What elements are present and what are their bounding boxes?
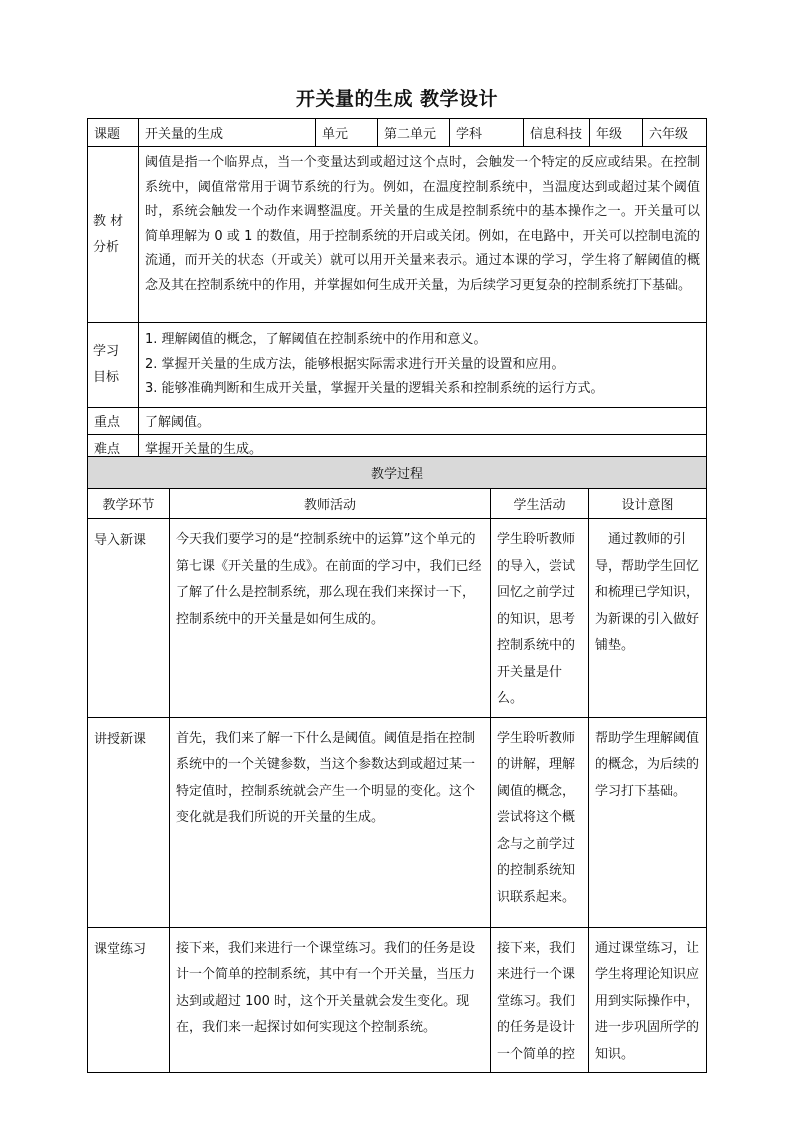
- subject-label: 学科: [450, 119, 524, 147]
- objectives-label-line1: 学习: [93, 343, 120, 359]
- column-header-student: 学生活动: [491, 489, 589, 519]
- stage-cell: 导入新课: [88, 519, 170, 718]
- subject-value: 信息科技: [524, 119, 590, 147]
- teacher-activity-cell: 今天我们要学习的是“控制系统中的运算”这个单元的第七课《开关量的生成》。在前面的学习中，我们已经了解了什么是控制系统，那么现在我们来探讨一下，控制系统中的开关量是如何生成的。: [170, 519, 491, 718]
- grade-value: 六年级: [643, 119, 707, 147]
- key-point-value: 了解阈值。: [139, 407, 707, 434]
- process-header-row: [88, 489, 707, 519]
- objectives-label: [88, 323, 139, 408]
- process-title-row: [88, 457, 707, 489]
- design-intent-cell: 帮助学生理解阈值的概念，为后续的学习打下基础。: [589, 717, 707, 927]
- key-point-row: [88, 407, 707, 434]
- process-row: [88, 519, 707, 718]
- process-row: [88, 927, 707, 1073]
- analysis-label: [88, 147, 139, 323]
- course-value: 开关量的生成: [139, 119, 316, 147]
- teaching-process-table: [87, 456, 707, 1073]
- difficulty-label: 难点: [88, 434, 139, 461]
- teacher-activity-cell: 接下来，我们来进行一个课堂练习。我们的任务是设计一个简单的控制系统，其中有一个开关量，当压力达到或超过 100 时，这个开关量就会发生变化。现在，我们来一起探讨如何实现这个控制系统。: [170, 927, 491, 1073]
- stage-cell: 讲授新课: [88, 717, 170, 927]
- design-intent-cell: 通过教师的引导，帮助学生回忆和梳理已学知识，为新课的引入做好铺垫。: [589, 519, 707, 718]
- lesson-info-table: [87, 118, 707, 462]
- column-header-intent: 设计意图: [589, 489, 707, 519]
- column-header-stage: 教学环节: [88, 489, 170, 519]
- unit-label: 单元: [316, 119, 378, 147]
- objectives-row: [88, 323, 707, 408]
- objective-item: 3. 能够准确判断和生成开关量，掌握开关量的逻辑关系和控制系统的运行方式。: [145, 381, 604, 396]
- analysis-label-line1: 教 材: [93, 213, 124, 229]
- unit-value: 第二单元: [378, 119, 450, 147]
- analysis-text: 阈值是指一个临界点，当一个变量达到或超过这个点时，会触发一个特定的反应或结果。在控制系统中，阈值常常用于调节系统的行为。例如，在温度控制系统中，当温度达到或超过某个阈值时，系统会触发一个动作来调整温度。开关量的生成是控制系统中的基本操作之一。开关量可以简单理解为 0 或 1 的数值，用于控制系统的开启或关闭。例如，在电路中，开关可以控制电流的流通，而开关的状态（开或关）就可以用开关量来表示。通过本课的学习，学生将了解阈值的概念及其在控制系统中的作用，并掌握如何生成开关量，为后续学习更复杂的控制系统打下基础。: [139, 147, 707, 323]
- column-header-teacher: 教师活动: [170, 489, 491, 519]
- course-label: 课题: [88, 119, 139, 147]
- objectives-label-line2: 目标: [93, 369, 120, 385]
- analysis-row: [88, 147, 707, 323]
- teacher-activity-cell: 首先，我们来了解一下什么是阈值。阈值是指在控制系统中的一个关键参数，当这个参数达到或超过某一特定值时，控制系统就会产生一个明显的变化。这个变化就是我们所说的开关量的生成。: [170, 717, 491, 927]
- design-intent-cell: 通过课堂练习，让学生将理论知识应用到实际操作中，进一步巩固所学的知识。: [589, 927, 707, 1073]
- difficulty-value: 掌握开关量的生成。: [139, 434, 707, 461]
- page-title: 开关量的生成 教学设计: [295, 88, 499, 110]
- process-row: [88, 717, 707, 927]
- objectives-list: [139, 323, 707, 408]
- process-title: 教学过程: [88, 457, 707, 489]
- student-activity-cell: 学生聆听教师的导入，尝试回忆之前学过的知识，思考控制系统中的开关量是什么。: [491, 519, 589, 718]
- objective-item: 1. 理解阈值的概念，了解阈值在控制系统中的作用和意义。: [145, 332, 487, 347]
- analysis-label-line2: 分析: [93, 239, 120, 255]
- grade-label: 年级: [590, 119, 643, 147]
- stage-cell: 课堂练习: [88, 927, 170, 1073]
- lesson-header-row: [88, 119, 707, 147]
- key-point-label: 重点: [88, 407, 139, 434]
- objective-item: 2. 掌握开关量的生成方法，能够根据实际需求进行开关量的设置和应用。: [145, 356, 565, 372]
- student-activity-cell: 学生聆听教师的讲解，理解阈值的概念，尝试将这个概念与之前学过的控制系统知识联系起来。: [491, 717, 589, 927]
- student-activity-cell: 接下来，我们来进行一个课堂练习。我们的任务是设计一个简单的控: [491, 927, 589, 1073]
